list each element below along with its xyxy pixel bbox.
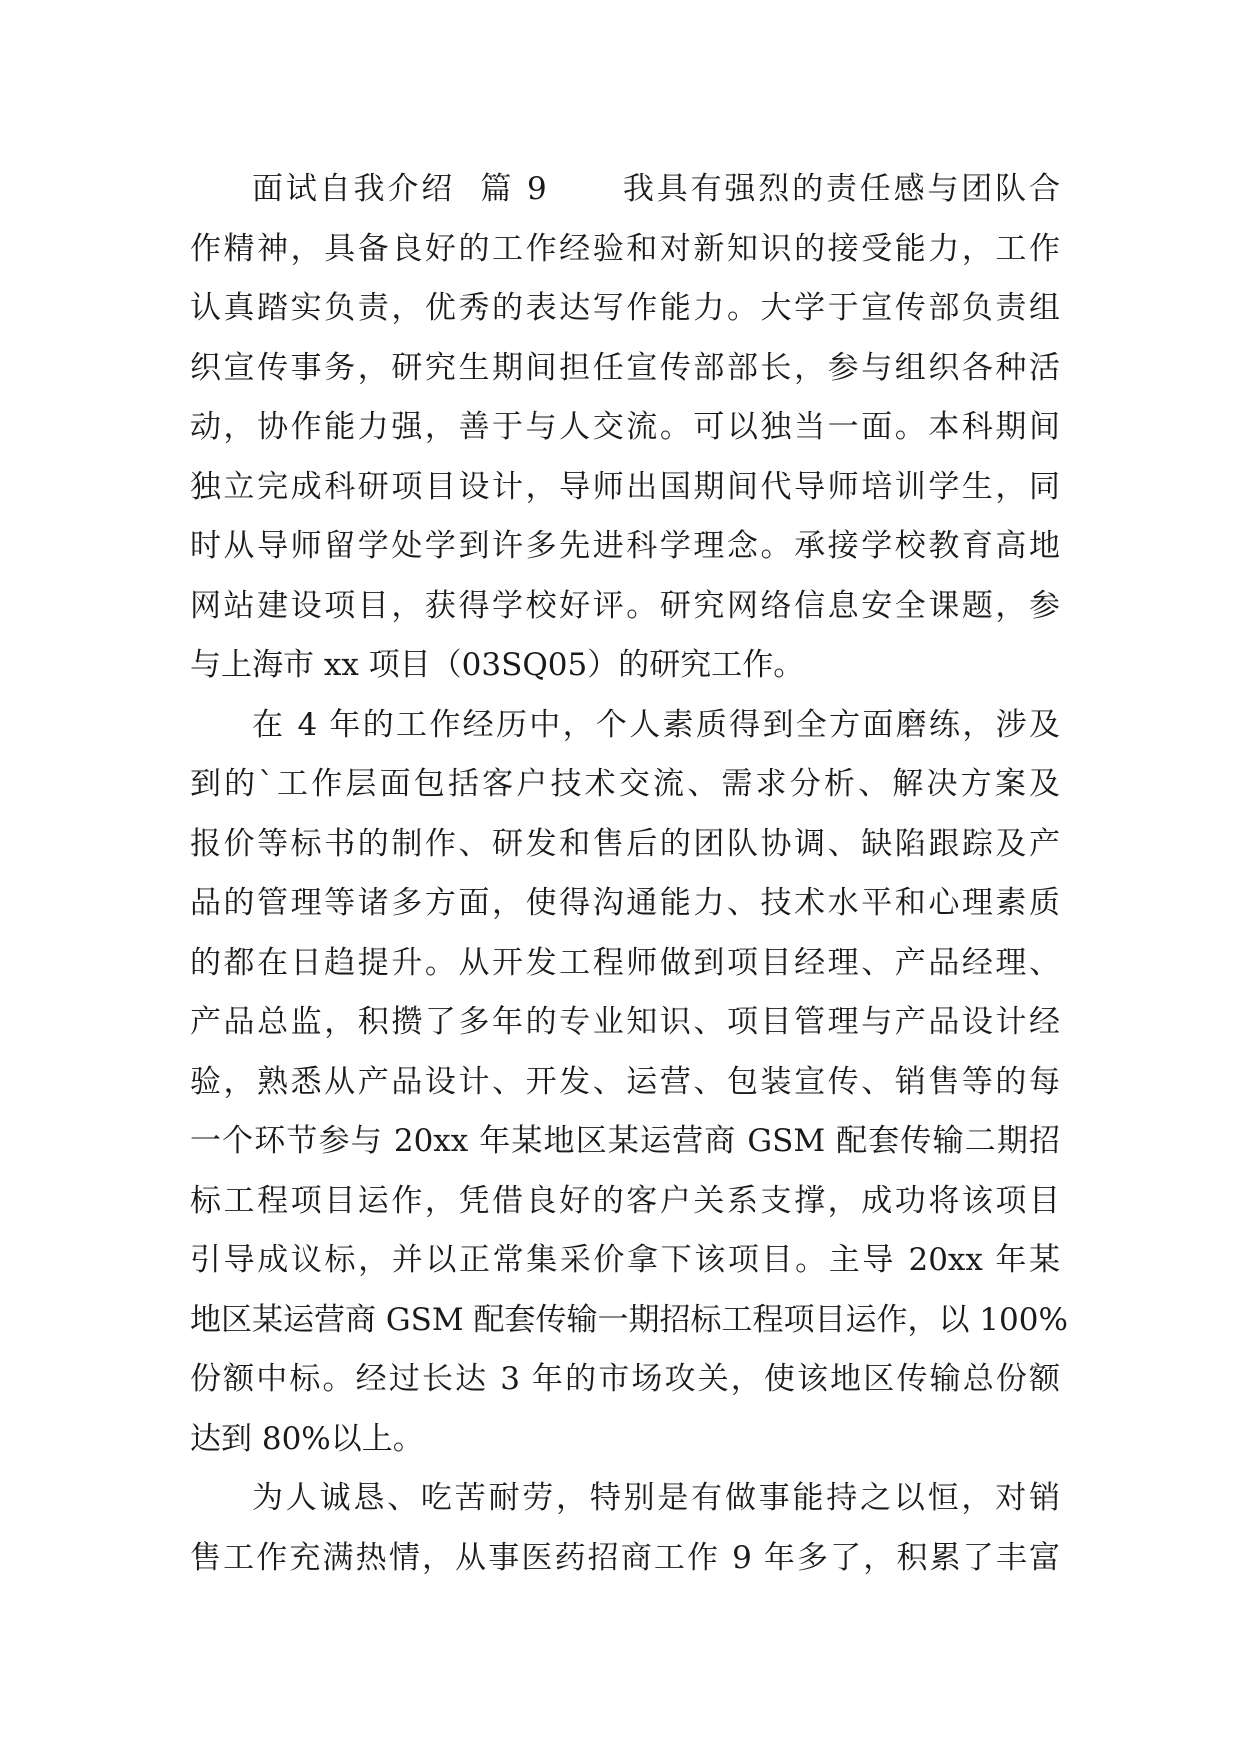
text-line: 标工程项目运作，凭借良好的客户关系支撑，成功将该项目 <box>190 1182 1060 1219</box>
text-line: 地区某运营商 GSM 配套传输一期招标工程项目运作，以 100% <box>190 1301 1068 1338</box>
text-line: 独立完成科研项目设计，导师出国期间代导师培训学生，同 <box>190 468 1060 505</box>
text-line: 的都在日趋提升。从开发工程师做到项目经理、产品经理、 <box>190 944 1060 981</box>
text-line: 一个环节参与 20xx 年某地区某运营商 GSM 配套传输二期招 <box>190 1123 1060 1159</box>
paragraph-2 <box>190 696 1068 1470</box>
text-line: 网站建设项目，获得学校好评。研究网络信息安全课题，参 <box>190 587 1060 624</box>
document-body <box>190 160 1068 1588</box>
text-line: 作精神，具备良好的工作经验和对新知识的接受能力，工作 <box>190 230 1060 267</box>
text-line: 动，协作能力强，善于与人交流。可以独当一面。本科期间 <box>190 409 1060 445</box>
text-line: 面试自我介绍 篇 9 我具有强烈的责任感与团队合 <box>252 171 1060 207</box>
text-line: 引导成议标，并以正常集采价拿下该项目。主导 20xx 年某 <box>190 1242 1060 1278</box>
text-line: 品的管理等诸多方面，使得沟通能力、技术水平和心理素质 <box>190 885 1060 921</box>
paragraph-1 <box>190 160 1060 696</box>
text-line: 时从导师留学处学到许多先进科学理念。承接学校教育高地 <box>190 528 1060 564</box>
text-line: 到的`工作层面包括客户技术交流、需求分析、解决方案及 <box>190 766 1060 802</box>
text-line: 售工作充满热情，从事医药招商工作 9 年多了，积累了丰富 <box>190 1539 1060 1576</box>
text-line: 达到 80%以上。 <box>190 1420 424 1457</box>
text-line: 认真踏实负责，优秀的表达写作能力。大学于宣传部负责组 <box>190 290 1060 326</box>
text-line: 织宣传事务，研究生期间担任宣传部部长，参与组织各种活 <box>190 349 1060 386</box>
text-line: 报价等标书的制作、研发和售后的团队协调、缺陷跟踪及产 <box>190 825 1060 862</box>
text-line: 在 4 年的工作经历中，个人素质得到全方面磨练，涉及 <box>252 706 1060 743</box>
text-line: 为人诚恳、吃苦耐劳，特别是有做事能持之以恒，对销 <box>252 1480 1060 1516</box>
text-line: 产品总监，积攒了多年的专业知识、项目管理与产品设计经 <box>190 1004 1060 1040</box>
text-line: 份额中标。经过长达 3 年的市场攻关，使该地区传输总份额 <box>190 1361 1060 1397</box>
text-line: 与上海市 xx 项目（03SQ05）的研究工作。 <box>190 647 805 683</box>
paragraph-3 <box>190 1469 1060 1588</box>
text-line: 验，熟悉从产品设计、开发、运营、包装宣传、销售等的每 <box>190 1063 1060 1100</box>
